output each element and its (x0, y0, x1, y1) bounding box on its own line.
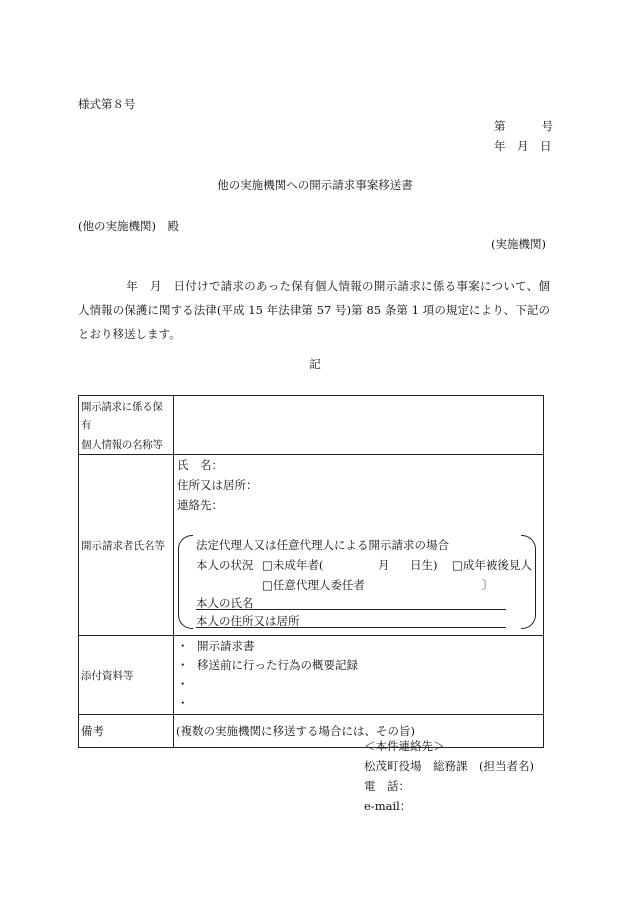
row-label-line: 開示請求に係る保有 (81, 401, 163, 431)
principal-address-line (196, 627, 506, 628)
document-title: 他の実施機関への開示請求事案移送書 (217, 178, 413, 192)
row-label-remarks: 備考 (79, 715, 174, 748)
ki-heading: 記 (309, 357, 321, 371)
principal-address-label: 本人の住所又は居所 (196, 614, 300, 628)
row-label-requester: 開示請求者氏名等 (79, 455, 174, 636)
attachment-item: ・ 移送前に行った行為の概要記録 (177, 658, 358, 672)
bracket-right (521, 535, 536, 629)
address-field: 住所又は居所： (177, 478, 258, 492)
contact-phone: 電 話： (364, 779, 410, 793)
requester-cell (174, 455, 544, 636)
attachment-item: ・ (177, 677, 189, 691)
document-number (494, 118, 553, 134)
table-row (79, 715, 544, 748)
table-row (79, 396, 544, 455)
addressee: (他の実施機関) 殿 (78, 219, 179, 233)
attachments-cell (174, 636, 544, 715)
status-label: 本人の状況 (196, 558, 254, 572)
status-month: 月 (378, 558, 390, 572)
form-number: 様式第８号 (78, 97, 136, 111)
number-prefix: 第 (494, 119, 506, 133)
status-ward: □成年被後見人 (452, 558, 532, 572)
row-label-info-name (79, 396, 174, 455)
document-date: 年 月 日 (494, 139, 552, 153)
name-field: 氏 名： (177, 458, 223, 472)
status-voluntary: □任意代理人委任者 (262, 578, 365, 592)
transfer-table (78, 395, 544, 748)
agent-bracket (178, 535, 536, 629)
row-label-line: 個人情報の名称等 (81, 439, 163, 451)
contact-office: 松茂町役場 総務課 (担当者名) (364, 759, 534, 773)
table-row (79, 636, 544, 715)
info-name-cell (174, 396, 544, 455)
remarks-cell: (複数の実施機関に移送する場合には、その旨) (174, 715, 544, 748)
contact-heading: ＜本件連絡先＞ (364, 739, 445, 753)
attachment-item: ・ (177, 696, 189, 710)
table-row (79, 455, 544, 636)
contact-field: 連絡先： (177, 498, 223, 512)
row-label-attachments: 添付資料等 (79, 636, 174, 715)
bracket-left (178, 535, 193, 629)
principal-name-label: 本人の氏名 (196, 596, 254, 610)
body-paragraph (78, 274, 550, 346)
contact-email: e-mail： (364, 799, 412, 813)
number-suffix: 号 (541, 119, 553, 133)
agent-heading: 法定代理人又は任意代理人による開示請求の場合 (196, 538, 449, 552)
status-close-bracket: 〕 (482, 578, 494, 592)
status-birth: 日生) (410, 558, 438, 572)
body-text: 年 月 日付けで請求のあった保有個人情報の開示請求に係る事案について、個人情報の保護に関する法律(平成 15 年法律第 57 号)第 85 条第 1 項の規定により、下記のとおり移送します。 (78, 279, 550, 341)
status-minor: □未成年者( (262, 558, 324, 572)
sender: (実施機関) (491, 237, 546, 251)
attachment-item: ・ 開示請求書 (177, 639, 255, 653)
principal-name-line (196, 609, 506, 610)
